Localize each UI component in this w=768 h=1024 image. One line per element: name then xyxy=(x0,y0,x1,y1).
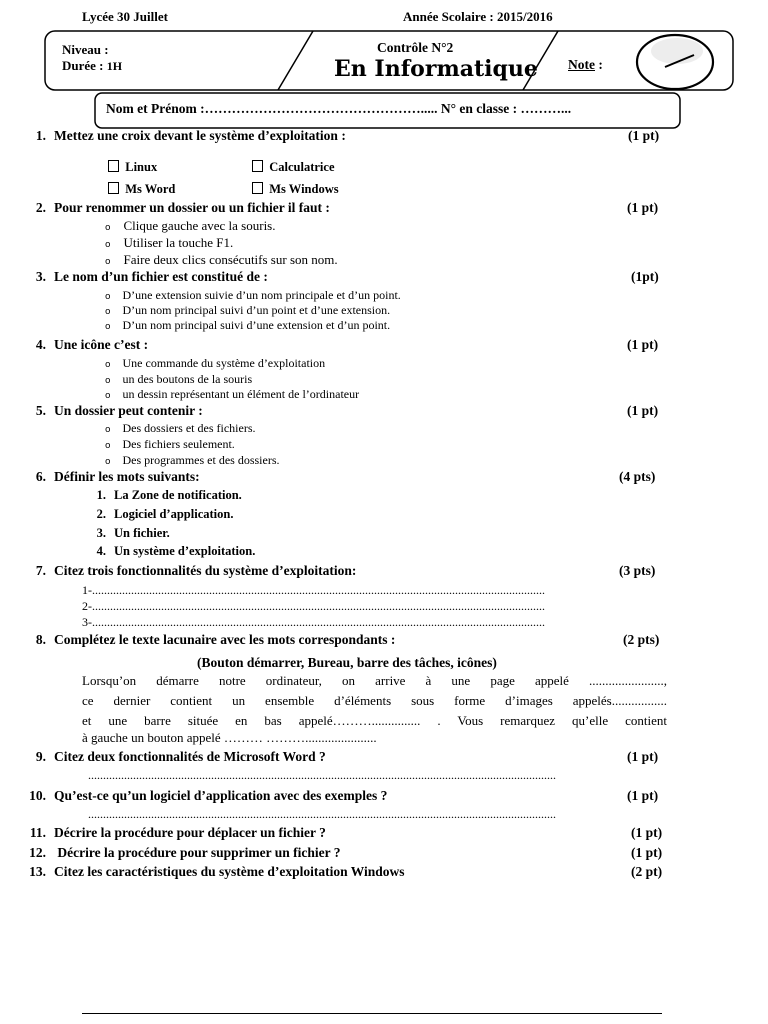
circle-bullet-icon: o xyxy=(105,457,111,467)
checkbox-icon xyxy=(108,160,119,172)
footer-divider xyxy=(82,1013,662,1014)
q7-answer-line-1: 1-....................................................................................................................................................... xyxy=(82,583,545,597)
question-3: 3. Le nom d’un fichier est constitué de : xyxy=(35,269,268,284)
q8-paragraph-line-4: à gauche un bouton appelé ……… ………...................... xyxy=(82,730,377,745)
circle-bullet-icon: o xyxy=(105,223,111,233)
level-label: Niveau : xyxy=(62,42,109,57)
school-year: Année Scolaire : 2015/2016 xyxy=(403,9,553,24)
duration-label: Durée : 1H xyxy=(62,58,123,73)
school-name: Lycée 30 Juillet xyxy=(82,9,168,24)
q1-points: (1 pt) xyxy=(628,128,660,143)
q8-word-bank: (Bouton démarrer, Bureau, barre des tâches, icônes) xyxy=(197,655,497,670)
q5-option-2: o Des fichiers seulement. xyxy=(105,437,235,451)
q4-points: (1 pt) xyxy=(627,337,659,352)
circle-bullet-icon: o xyxy=(105,240,111,250)
circle-bullet-icon: o xyxy=(105,322,111,332)
q2-option-3: o Faire deux clics consécutifs sur son nom. xyxy=(105,252,338,267)
q3-points: (1pt) xyxy=(631,269,659,284)
q6-points: (4 pts) xyxy=(619,469,656,484)
q3-option-2: o D’un nom principal suivi d’un point et d’une extension. xyxy=(105,303,391,317)
question-9: 9. Citez deux fonctionnalités de Microsoft Word ? xyxy=(35,749,326,764)
circle-bullet-icon: o xyxy=(105,391,111,401)
q5-option-3: o Des programmes et des dossiers. xyxy=(105,453,280,467)
q7-points: (3 pts) xyxy=(619,563,656,578)
circle-bullet-icon: o xyxy=(105,425,111,435)
checkbox-calculatrice[interactable]: Calculatrice xyxy=(252,160,335,175)
circle-bullet-icon: o xyxy=(105,441,111,451)
q10-points: (1 pt) xyxy=(627,788,659,803)
student-info-line: Nom et Prénom :…………………………………………..... N° en classe : ………... xyxy=(106,101,572,116)
exam-title: Contrôle N°2 xyxy=(377,40,454,55)
q2-option-1: o Clique gauche avec la souris. xyxy=(105,218,276,233)
question-1: 1. Mettez une croix devant le système d’exploitation : xyxy=(35,128,346,143)
q9-answer-line: ............................................................................................................................................................ xyxy=(88,768,556,782)
checkbox-ms-word[interactable]: Ms Word xyxy=(108,182,175,197)
q2-points: (1 pt) xyxy=(627,200,659,215)
q6-item-1: 1. La Zone de notification. xyxy=(96,488,242,502)
q6-item-3: 3. Un fichier. xyxy=(96,526,170,540)
question-2: 2. Pour renommer un dossier ou un fichier il faut : xyxy=(35,200,330,215)
question-12: 12. Décrire la procédure pour supprimer un fichier ? xyxy=(29,845,341,860)
subject-title: En Informatique xyxy=(334,56,538,82)
question-5: 5. Un dossier peut contenir : xyxy=(35,403,203,418)
checkbox-icon xyxy=(108,182,119,194)
q6-item-2: 2. Logiciel d’application. xyxy=(96,507,234,521)
circle-bullet-icon: o xyxy=(105,257,111,267)
q4-option-3: o un dessin représentant un élément de l’ordinateur xyxy=(105,387,360,401)
q8-paragraph-line-2: ce dernier contient un ensemble d’éléments sous forme d’images appelés................. xyxy=(82,693,667,708)
circle-bullet-icon: o xyxy=(105,376,111,386)
circle-bullet-icon: o xyxy=(105,307,111,317)
q5-points: (1 pt) xyxy=(627,403,659,418)
circle-bullet-icon: o xyxy=(105,360,111,370)
q9-points: (1 pt) xyxy=(627,749,659,764)
question-10: 10. Qu’est-ce qu’un logiciel d’application avec des exemples ? xyxy=(29,788,388,803)
q7-answer-line-2: 2-....................................................................................................................................................... xyxy=(82,599,545,613)
q4-option-1: o Une commande du système d’exploitation xyxy=(105,356,326,370)
checkbox-linux[interactable]: Linux xyxy=(108,160,157,175)
q3-option-1: o D’une extension suivie d’un nom principale et d’un point. xyxy=(105,288,401,302)
circle-bullet-icon: o xyxy=(105,292,111,302)
question-7: 7. Citez trois fonctionnalités du système d’exploitation: xyxy=(35,563,357,578)
q11-points: (1 pt) xyxy=(631,825,663,840)
q10-answer-line: ............................................................................................................................................................ xyxy=(88,807,556,821)
q5-option-1: o Des dossiers et des fichiers. xyxy=(105,421,256,435)
checkbox-icon xyxy=(252,182,263,194)
q3-option-3: o D’un nom principal suivi d’une extension et d’un point. xyxy=(105,318,391,332)
question-4: 4. Une icône c’est : xyxy=(35,337,149,352)
checkbox-ms-windows[interactable]: Ms Windows xyxy=(252,182,339,197)
question-13: 13. Citez les caractéristiques du système d’exploitation Windows xyxy=(29,864,405,879)
q13-points: (2 pt) xyxy=(631,864,663,879)
q2-option-2: o Utiliser la touche F1. xyxy=(105,235,234,250)
note-label: Note : xyxy=(568,57,603,72)
q8-paragraph-line-1: Lorsqu’on démarre notre ordinateur, on arrive à une page appelé ......................., xyxy=(82,673,667,688)
q7-answer-line-3: 3-....................................................................................................................................................... xyxy=(82,615,545,629)
checkbox-icon xyxy=(252,160,263,172)
q6-item-4: 4. Un système d’exploitation. xyxy=(96,544,256,558)
q8-paragraph-line-3: et une barre située en bas appelé………............... . Vous remarquez qu’elle contient xyxy=(82,713,667,728)
question-8: 8. Complétez le texte lacunaire avec les mots correspondants : xyxy=(35,632,396,647)
question-6: 6. Définir les mots suivants: xyxy=(35,469,200,484)
q4-option-2: o un des boutons de la souris xyxy=(105,372,253,386)
q8-points: (2 pts) xyxy=(623,632,660,647)
q12-points: (1 pt) xyxy=(631,845,663,860)
question-11: 11. Décrire la procédure pour déplacer un fichier ? xyxy=(29,825,326,840)
